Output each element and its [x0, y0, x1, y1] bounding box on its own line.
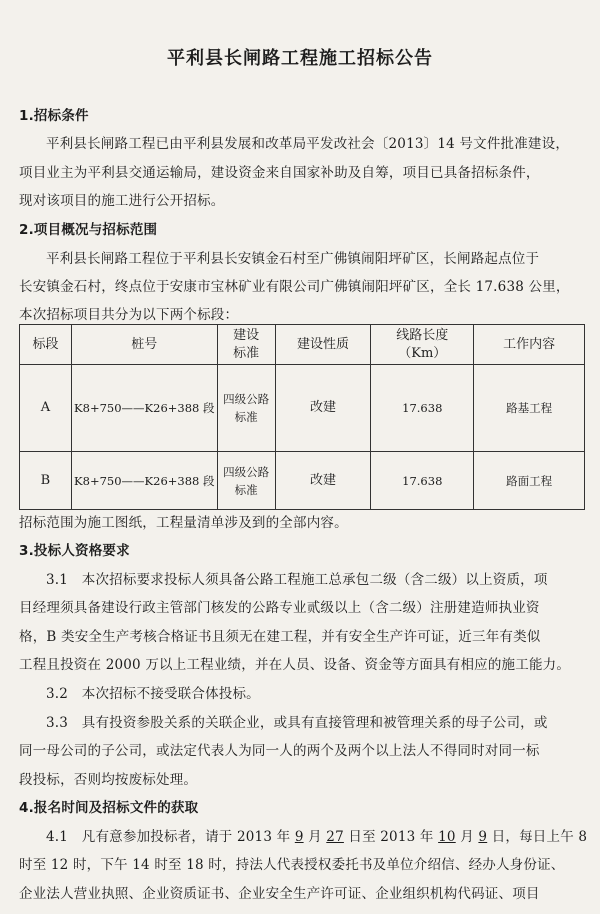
section-1-line-1: 平利县长闸路工程已由平利县发展和改革局平发改社会〔2013〕14 号文件批准建设，: [46, 136, 570, 152]
cell-standard: [217, 452, 275, 510]
start-month: 9: [294, 829, 304, 845]
cell-length: 17.638: [371, 365, 474, 452]
header-standard: [217, 325, 275, 365]
para-4-1-line-1: [46, 825, 587, 845]
para-3-3-line-3: 段投标，否则均按废标处理。: [19, 772, 198, 788]
section-4-heading: 4.报名时间及招标文件的获取: [19, 800, 199, 816]
end-day: 9: [478, 829, 488, 845]
header-work: 工作内容: [474, 325, 585, 365]
para-3-1-line-3: 格，B 类安全生产考核合格证书且须无在建工程，并有安全生产许可证，近三年有类似: [19, 629, 541, 645]
para-3-3-line-2: 同一母公司的子公司，或法定代表人为同一人的两个及两个以上法人不得同时对同一标: [19, 743, 540, 759]
section-2-heading: 2.项目概况与招标范围: [19, 222, 158, 238]
header-length-line-1: 线路长度: [396, 327, 449, 343]
para-3-3-line-1: 3.3 具有投资参股关系的关联企业，或具有直接管理和被管理关系的母子公司，或: [46, 715, 548, 731]
section-2-line-2: 长安镇金石村，终点位于安康市宝林矿业有限公司广佛镇闹阳坪矿区，全长 17.638 公里，: [19, 279, 570, 295]
page-title: 平利县长闸路工程施工招标公告: [167, 48, 433, 69]
header-length: [371, 325, 474, 365]
cell-section: B: [20, 452, 72, 510]
cell-stake: K8+750——K26+388 段: [71, 452, 217, 510]
cell-standard-line-1: 四级公路: [223, 464, 270, 479]
header-section: 标段: [20, 325, 72, 365]
cell-standard-line-2: 标准: [234, 410, 258, 424]
para-4-1-mid-2: 日至 2013 年: [343, 829, 439, 845]
cell-standard: [217, 365, 275, 452]
cell-nature: 改建: [275, 452, 371, 510]
section-2-line-1: 平利县长闸路工程位于平利县长安镇金石村至广佛镇闹阳坪矿区，长闸路起点位于: [46, 251, 540, 267]
table-row: [20, 452, 585, 510]
header-standard-line-1: 建设: [233, 327, 260, 343]
para-3-1-line-2: 目经理须具备建设行政主管部门核发的公路专业贰级以上（含二级）注册建造师执业资: [19, 600, 540, 616]
cell-standard-line-2: 标准: [234, 482, 258, 497]
para-4-1-line-2: 时至 12 时，下午 14 时至 18 时，持法人代表授权委托书及单位介绍信、经办人身份证、: [19, 857, 565, 873]
header-stake: 桩号: [71, 325, 217, 365]
para-3-1-line-1: 3.1 本次招标要求投标人须具备公路工程施工总承包二级（含二级）以上资质，项: [46, 572, 548, 588]
header-length-line-2: （Km）: [398, 345, 447, 361]
para-3-2: 3.2 本次招标不接受联合体投标。: [46, 686, 260, 702]
section-2-line-3: 本次招标项目共分为以下两个标段：: [19, 307, 239, 323]
cell-work: 路面工程: [474, 452, 585, 510]
para-4-1-line-3: 企业法人营业执照、企业资质证书、企业安全生产许可证、企业组织机构代码证、项目: [19, 886, 540, 902]
section-3-heading: 3.投标人资格要求: [19, 543, 130, 559]
para-4-1-prefix: 4.1 凡有意参加投标者，请于 2013 年: [46, 829, 295, 845]
table-header-row: [20, 325, 585, 365]
para-3-1-line-4: 工程且投资在 2000 万以上工程业绩，并在人员、设备、资金等方面具有相应的施工能力。: [19, 657, 571, 673]
para-4-1-mid-3: 月: [455, 829, 479, 845]
start-day: 27: [326, 829, 344, 845]
end-month: 10: [438, 829, 456, 845]
section-1-heading: 1.招标条件: [19, 108, 89, 124]
section-1-line-3: 现对该项目的施工进行公开招标。: [19, 193, 225, 209]
header-nature: 建设性质: [275, 325, 371, 365]
section-2-scope: 招标范围为施工图纸，工程量清单涉及到的全部内容。: [19, 515, 348, 531]
cell-standard-line-1: 四级公路: [223, 392, 270, 406]
table-row: [20, 365, 585, 452]
header-standard-line-2: 标准: [233, 345, 260, 361]
cell-stake: K8+750——K26+388 段: [71, 365, 217, 452]
bid-sections-table: [19, 324, 585, 510]
section-1-line-2: 项目业主为平利县交通运输局，建设资金来自国家补助及自筹，项目已具备招标条件，: [19, 165, 540, 181]
cell-nature: 改建: [275, 365, 371, 452]
cell-section: A: [20, 365, 72, 452]
para-4-1-suffix: 日，每日上午 8: [487, 829, 588, 845]
cell-length: 17.638: [371, 452, 474, 510]
para-4-1-mid-1: 月: [303, 829, 327, 845]
cell-work: 路基工程: [474, 365, 585, 452]
